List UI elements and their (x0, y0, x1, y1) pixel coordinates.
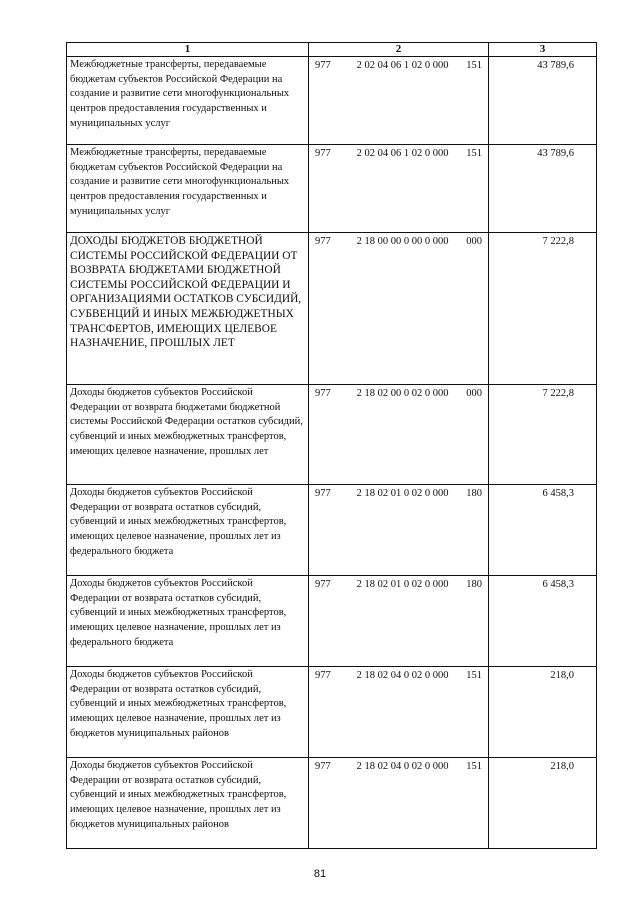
row-code-cell (309, 233, 489, 385)
column-header-2: 2 (309, 43, 489, 57)
admin-code: 977 (315, 670, 331, 681)
sub-code: 000 (466, 388, 482, 399)
row-description: Доходы бюджетов субъектов Российской Федерации от возврата остатков субсидий, субвенций и иных межбюджетных трансфертов, имеющих целевое назначение, прошлых лет из бюджетов муниципальных районов (67, 758, 309, 849)
row-description: Доходы бюджетов субъектов Российской Федерации от возврата остатков субсидий, субвенций и иных межбюджетных трансфертов, имеющих целевое назначение, прошлых лет из бюджетов муниципальных районов (67, 667, 309, 758)
row-description: Доходы бюджетов субъектов Российской Федерации от возврата остатков субсидий, субвенций и иных межбюджетных трансфертов, имеющих целевое назначение, прошлых лет из федерального бюджета (67, 576, 309, 667)
admin-code: 977 (315, 761, 331, 772)
column-header-3: 3 (489, 43, 597, 57)
row-amount: 6 458,3 (489, 576, 597, 667)
row-amount: 218,0 (489, 667, 597, 758)
row-code-cell (309, 576, 489, 667)
sub-code: 000 (466, 236, 482, 247)
row-description: Доходы бюджетов субъектов Российской Федерации от возврата бюджетами бюджетной системы Российской Федерации остатков субсидий, субвенций и иных межбюджетных трансфертов, имеющих целевое назначение, прошлых лет (67, 385, 309, 485)
column-header-1: 1 (67, 43, 309, 57)
budget-code: 2 18 02 01 0 02 0 000 (356, 579, 449, 590)
table-row (67, 576, 597, 667)
admin-code: 977 (315, 60, 331, 71)
row-code-cell (309, 667, 489, 758)
row-description: Межбюджетные трансферты, передаваемые бюджетам субъектов Российской Федерации на создание и развитие сети многофункциональных центров предоставления государственных и муниципальных услуг (67, 57, 309, 145)
table-row (67, 145, 597, 233)
budget-code: 2 02 04 06 1 02 0 000 (356, 148, 449, 159)
table-row (67, 233, 597, 385)
table-row (67, 385, 597, 485)
budget-code: 2 18 02 04 0 02 0 000 (356, 670, 449, 681)
row-description: Межбюджетные трансферты, передаваемые бюджетам субъектов Российской Федерации на создание и развитие сети многофункциональных центров предоставления государственных и муниципальных услуг (67, 145, 309, 233)
row-description: Доходы бюджетов субъектов Российской Федерации от возврата остатков субсидий, субвенций и иных межбюджетных трансфертов, имеющих целевое назначение, прошлых лет из федерального бюджета (67, 485, 309, 576)
sub-code: 180 (466, 579, 482, 590)
row-description: ДОХОДЫ БЮДЖЕТОВ БЮДЖЕТНОЙ СИСТЕМЫ РОССИЙСКОЙ ФЕДЕРАЦИИ ОТ ВОЗВРАТА БЮДЖЕТАМИ БЮДЖЕТНОЙ СИСТЕМЫ РОССИЙСКОЙ ФЕДЕРАЦИИ И ОРГАНИЗАЦИЯМИ ОСТАТКОВ СУБСИДИЙ, СУБВЕНЦИЙ И ИНЫХ МЕЖБЮДЖЕТНЫХ ТРАНСФЕРТОВ, ИМЕЮЩИХ ЦЕЛЕВОЕ НАЗНАЧЕНИЕ, ПРОШЛЫХ ЛЕТ (67, 233, 309, 385)
sub-code: 180 (466, 488, 482, 499)
row-code-cell (309, 485, 489, 576)
row-code-cell (309, 758, 489, 849)
row-code-cell (309, 145, 489, 233)
budget-code: 2 18 02 00 0 02 0 000 (356, 388, 449, 399)
sub-code: 151 (466, 761, 482, 772)
admin-code: 977 (315, 236, 331, 247)
budget-code: 2 18 00 00 0 00 0 000 (356, 236, 449, 247)
sub-code: 151 (466, 60, 482, 71)
budget-code: 2 18 02 04 0 02 0 000 (356, 761, 449, 772)
row-code-cell (309, 385, 489, 485)
table-row (67, 667, 597, 758)
row-amount: 6 458,3 (489, 485, 597, 576)
table-row (67, 485, 597, 576)
sub-code: 151 (466, 148, 482, 159)
row-amount: 43 789,6 (489, 57, 597, 145)
table-row (67, 57, 597, 145)
admin-code: 977 (315, 148, 331, 159)
admin-code: 977 (315, 488, 331, 499)
page-number: 81 (313, 868, 327, 880)
row-amount: 218,0 (489, 758, 597, 849)
row-amount: 43 789,6 (489, 145, 597, 233)
admin-code: 977 (315, 388, 331, 399)
header-row (67, 43, 597, 57)
sub-code: 151 (466, 670, 482, 681)
row-amount: 7 222,8 (489, 385, 597, 485)
row-code-cell (309, 57, 489, 145)
budget-table (66, 42, 597, 849)
row-amount: 7 222,8 (489, 233, 597, 385)
budget-code: 2 18 02 01 0 02 0 000 (356, 488, 449, 499)
budget-code: 2 02 04 06 1 02 0 000 (356, 60, 449, 71)
admin-code: 977 (315, 579, 331, 590)
table-row (67, 758, 597, 849)
